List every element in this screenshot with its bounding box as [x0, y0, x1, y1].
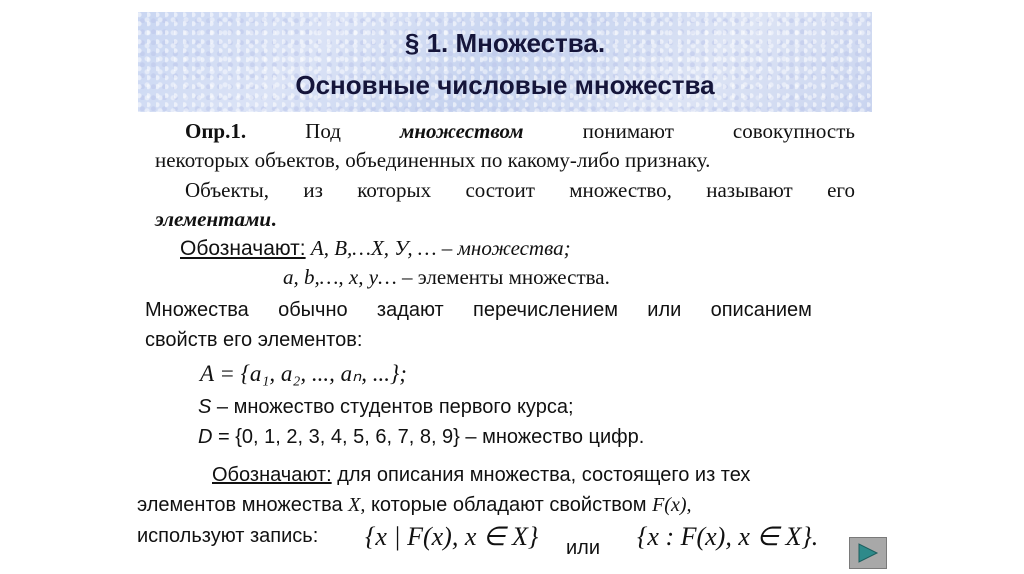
el-word: состоит	[465, 178, 535, 202]
notation-elements-text: – элементы множества.	[402, 265, 610, 289]
formula-set-builder-1: {x | F(x), x ∈ X}	[365, 522, 539, 551]
var-d: D	[198, 426, 213, 448]
term-set: множеством	[399, 119, 524, 143]
period: .	[271, 207, 277, 231]
el-word: Объекты,	[185, 178, 269, 202]
ways-word: задают	[376, 299, 444, 321]
el-word: которых	[357, 178, 432, 202]
var-s: S	[198, 396, 212, 418]
notation2-label: Обозначают:	[212, 464, 332, 486]
ways-word: перечислением	[473, 299, 619, 321]
example-s	[198, 397, 574, 417]
ways-word: описанием	[710, 299, 812, 321]
el-word: его	[827, 178, 855, 202]
example-s-text: – множество студентов первого курса;	[216, 396, 574, 418]
formula-set-a: A = {a₁, a₂, ..., aₙ, ...};	[200, 361, 407, 386]
func-f: F(x),	[652, 494, 692, 516]
ways-word: или	[647, 299, 682, 321]
title-banner	[138, 12, 872, 112]
notation2-text-a: элементов множества	[137, 494, 343, 516]
def-word: совокупность	[732, 119, 855, 143]
formula-set-builder-2: {x : F(x), x ∈ X}.	[637, 522, 819, 551]
elements-line-2	[155, 209, 276, 230]
notation-label: Обозначают:	[180, 237, 306, 260]
notation-sets: A, B,…X, У, … – множества;	[310, 236, 571, 260]
term-elements: элементами	[155, 207, 272, 231]
ways-word: обычно	[278, 299, 348, 321]
play-triangle-icon	[850, 538, 886, 568]
el-word: называют	[706, 178, 793, 202]
definition-line-2: некоторых объектов, объединенных по какому-либо признаку.	[155, 148, 711, 172]
notation2-text: для описания множества, состоящего из тех	[337, 464, 751, 486]
example-d-text: = {0, 1, 2, 3, 4, 5, 6, 7, 8, 9} – множество цифр.	[218, 426, 645, 448]
definition-line-1	[185, 121, 855, 142]
slide-title: § 1. Множества.	[404, 28, 606, 58]
next-slide-button[interactable]	[849, 537, 887, 569]
slide-subtitle: Основные числовые множества	[295, 70, 715, 100]
el-word: множество,	[569, 178, 672, 202]
definition-label: Опр.1.	[185, 119, 247, 143]
or-word: или	[566, 537, 601, 559]
elements-line-1	[185, 180, 855, 201]
notation2-line-3: используют запись:	[137, 525, 319, 547]
notation-line-2	[283, 267, 610, 288]
var-x: X,	[348, 494, 366, 516]
ways-line-2: свойств его элементов:	[145, 329, 363, 351]
notation2-text-b: которые обладают свойством	[370, 494, 647, 516]
notation-line-1	[180, 238, 571, 259]
example-d	[198, 427, 644, 447]
def-word: понимают	[582, 119, 674, 143]
def-word: Под	[305, 119, 341, 143]
ways-word: Множества	[145, 299, 249, 321]
notation-elements-vars: a, b,…, x, y…	[283, 265, 397, 289]
notation2-line-2	[137, 495, 692, 515]
ways-line-1	[145, 300, 812, 320]
el-word: из	[303, 178, 323, 202]
notation2-line-1	[212, 465, 750, 485]
